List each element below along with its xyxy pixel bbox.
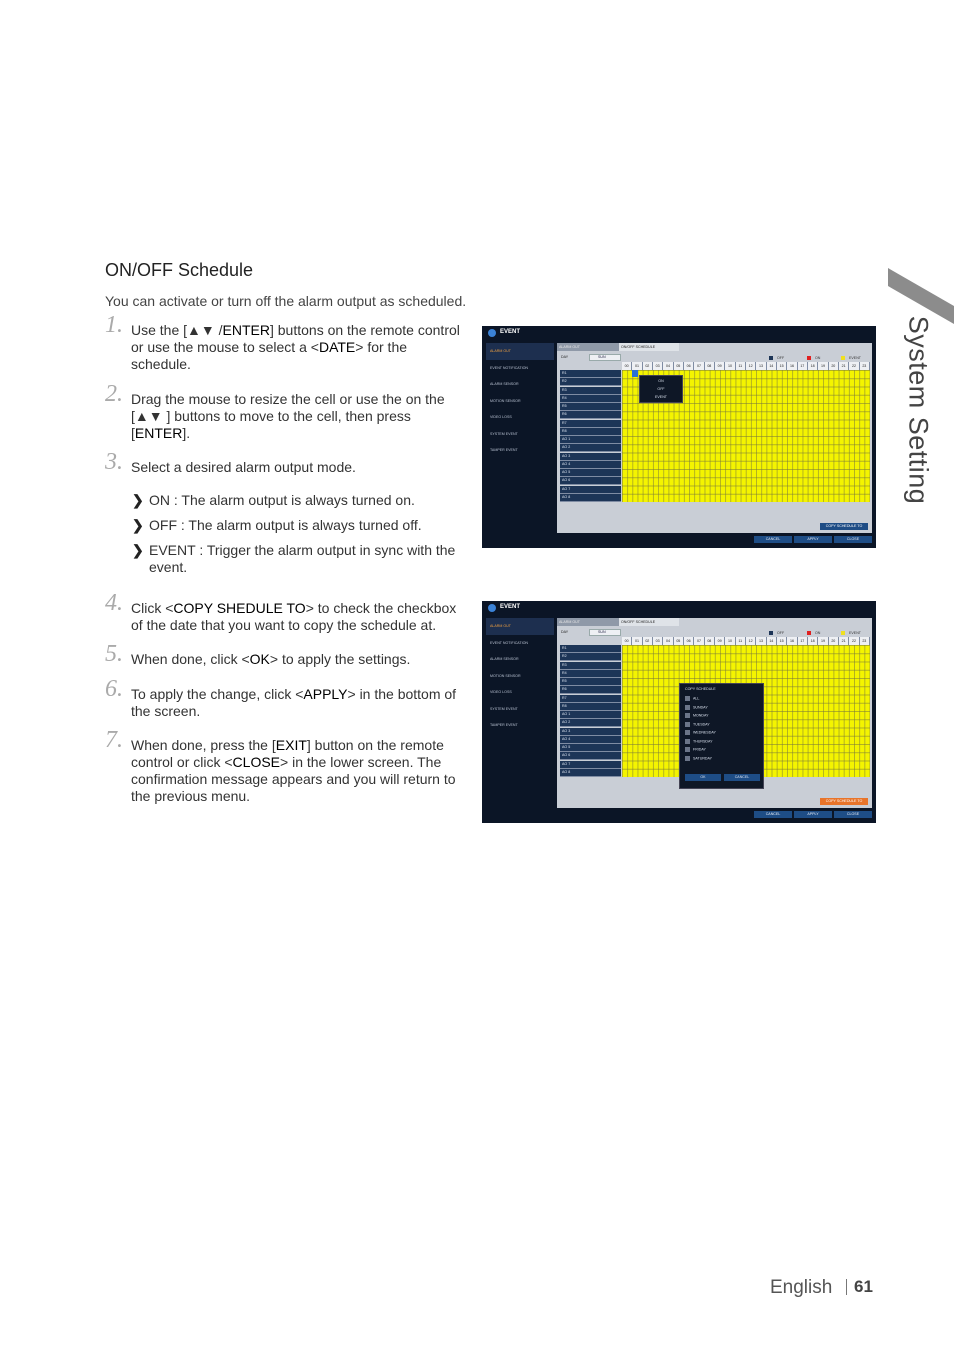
mode-bullet xyxy=(132,542,472,576)
ui-keyword: APPLY xyxy=(303,686,348,702)
ui-keyword: COPY SHEDULE TO xyxy=(173,600,306,616)
hour-header-cell: 08 xyxy=(705,362,715,370)
hour-header-cell: 15 xyxy=(777,637,787,645)
hour-header-cell: 14 xyxy=(767,362,777,370)
menu-item[interactable]: MOTION SENSOR xyxy=(490,673,521,678)
copy-day-label: SATURDAY xyxy=(693,755,713,760)
screen-title: EVENT xyxy=(500,329,521,335)
copy-day-label: MONDAY xyxy=(693,713,709,718)
page-number: 61 xyxy=(854,1277,873,1296)
output-row-label: AO 2 xyxy=(560,444,621,452)
legend-label: EVENT xyxy=(849,631,861,635)
output-row-label: R3 xyxy=(560,387,621,395)
step-text xyxy=(131,391,470,442)
step-text xyxy=(131,651,470,668)
hour-header-row xyxy=(622,637,870,645)
tab-onoff-schedule[interactable]: ON/OFF SCHEDULE xyxy=(619,618,679,626)
instruction-step xyxy=(105,449,470,476)
menu-item[interactable]: TAMPER EVENT xyxy=(490,723,518,727)
copy-popup-title: COPY SCHEDULE xyxy=(685,687,716,691)
mode-option[interactable]: OFF xyxy=(657,387,665,391)
legend-swatch xyxy=(841,356,845,360)
step-text-part: When done, click < xyxy=(131,651,250,667)
hour-header-cell: 16 xyxy=(787,637,797,645)
screenshot-copy-schedule xyxy=(482,601,876,823)
event-menu xyxy=(486,618,554,734)
step-text xyxy=(131,737,470,805)
step-number: 7. xyxy=(105,727,123,753)
copy-day-label: THURSDAY xyxy=(693,738,713,743)
instruction-step xyxy=(105,727,470,805)
hour-header-cell: 15 xyxy=(777,362,787,370)
copy-schedule-to-button[interactable]: COPY SCHEDULE TO xyxy=(820,523,868,530)
schedule-panel xyxy=(557,343,872,533)
footer-divider xyxy=(846,1279,847,1295)
copy-day-option[interactable] xyxy=(685,756,712,761)
legend-swatch xyxy=(807,631,811,635)
output-row-label: AO 1 xyxy=(560,436,621,444)
copy-day-label: WEDNESDAY xyxy=(693,730,716,735)
step-text xyxy=(131,322,470,373)
hour-header-cell: 08 xyxy=(705,637,715,645)
apply-button[interactable]: APPLY xyxy=(794,536,832,543)
copy-day-option[interactable] xyxy=(685,730,716,735)
hour-header-cell: 21 xyxy=(839,362,849,370)
menu-item[interactable]: ALARM SENSOR xyxy=(490,382,519,386)
output-row-label: R1 xyxy=(560,370,621,378)
menu-item[interactable]: MOTION SENSOR xyxy=(490,398,521,403)
copy-schedule-popup xyxy=(679,683,764,789)
hour-header-cell: 18 xyxy=(808,362,818,370)
menu-item[interactable]: SYSTEM EVENT xyxy=(490,706,518,711)
bullet-text: EVENT : Trigger the alarm output in sync with the event. xyxy=(149,542,456,575)
hour-header-cell: 14 xyxy=(767,637,777,645)
legend-label: EVENT xyxy=(849,356,861,360)
checkbox-icon[interactable] xyxy=(685,747,690,752)
step-text-part: Click < xyxy=(131,600,174,616)
step-text-part: Drag the mouse to resize the cell or use the on the [▲▼ ] buttons to move to the cell, then press [ xyxy=(131,391,445,441)
hour-header-cell: 00 xyxy=(622,637,632,645)
output-row-label: R7 xyxy=(560,695,621,703)
copy-day-option[interactable] xyxy=(685,722,710,727)
step-text-part: > to check the checkbox of the date that you want to copy the schedule at. xyxy=(131,600,457,633)
step-text-part: ] button on the remote control or click < xyxy=(131,737,444,770)
instruction-step xyxy=(105,381,470,442)
hour-header-cell: 17 xyxy=(798,362,808,370)
day-select[interactable]: SUN xyxy=(589,354,621,361)
hour-header-cell: 20 xyxy=(829,637,839,645)
menu-item[interactable]: EVENT NOTIFICATION xyxy=(490,640,529,645)
hour-header-cell: 22 xyxy=(849,637,859,645)
hour-header-cell: 09 xyxy=(715,362,725,370)
output-row-label: AO 1 xyxy=(560,711,621,719)
hour-header-cell: 13 xyxy=(756,637,766,645)
copy-day-option[interactable] xyxy=(685,747,706,752)
bottom-button-bar xyxy=(482,536,876,544)
instruction-step xyxy=(105,590,470,634)
copy-ok-button[interactable]: OK xyxy=(685,774,721,781)
hour-header-cell: 04 xyxy=(663,362,673,370)
copy-day-label: ALL xyxy=(693,696,700,701)
copy-day-label: SUNDAY xyxy=(693,704,708,709)
output-row-label: R3 xyxy=(560,662,621,670)
output-row-label: R8 xyxy=(560,703,621,711)
step-text-part: ]. xyxy=(182,425,191,441)
hour-header-cell: 01 xyxy=(632,362,642,370)
step-number: 6. xyxy=(105,676,123,702)
output-row-label: R5 xyxy=(560,678,621,686)
hour-header-cell: 19 xyxy=(818,362,828,370)
hour-header-cell: 04 xyxy=(663,637,673,645)
checkbox-icon[interactable] xyxy=(685,713,690,718)
bullet-text: ON : The alarm output is always turned on. xyxy=(149,492,415,508)
step-text-part: Use the [▲▼ / xyxy=(131,322,223,338)
legend-swatch xyxy=(769,631,773,635)
legend-label: OFF xyxy=(777,631,785,635)
step-text xyxy=(131,686,470,720)
output-row-label: R6 xyxy=(560,411,621,419)
output-row-label: AO 7 xyxy=(560,486,621,494)
output-row-label: AO 6 xyxy=(560,752,621,760)
cancel-button[interactable]: CANCEL xyxy=(754,811,792,818)
output-row-label: R8 xyxy=(560,428,621,436)
screen-header xyxy=(482,601,876,615)
footer-language: English xyxy=(770,1277,833,1298)
hour-header-cell: 02 xyxy=(643,637,653,645)
checkbox-icon[interactable] xyxy=(685,705,690,710)
legend-swatch xyxy=(807,356,811,360)
hour-header-row xyxy=(622,362,870,370)
hour-header-cell: 11 xyxy=(736,637,746,645)
day-select[interactable]: SUN xyxy=(589,629,621,636)
hour-header-cell: 02 xyxy=(643,362,653,370)
menu-item[interactable]: SYSTEM EVENT xyxy=(490,431,518,436)
screenshot-schedule-mode xyxy=(482,326,876,548)
checkbox-icon[interactable] xyxy=(685,696,690,701)
hour-header-cell: 20 xyxy=(829,362,839,370)
output-row-label: AO 5 xyxy=(560,744,621,752)
bullet-arrow-icon: ❯ xyxy=(132,492,144,508)
day-label: DAY xyxy=(561,355,569,359)
step-text-part: > to apply the settings. xyxy=(269,651,411,667)
hour-header-cell: 10 xyxy=(725,637,735,645)
hour-header-cell: 19 xyxy=(818,637,828,645)
close-button[interactable]: CLOSE xyxy=(834,536,872,543)
output-row-label: AO 5 xyxy=(560,469,621,477)
step-text-part: Select a desired alarm output mode. xyxy=(131,459,356,475)
ui-keyword: EXIT xyxy=(275,737,307,753)
output-row-label: R2 xyxy=(560,378,621,386)
output-row-label: R4 xyxy=(560,395,621,403)
menu-item[interactable]: ALARM OUT xyxy=(486,618,554,635)
checkbox-icon[interactable] xyxy=(685,730,690,735)
hour-header-cell: 16 xyxy=(787,362,797,370)
bullet-arrow-icon: ❯ xyxy=(132,542,144,558)
step-text xyxy=(131,600,470,634)
instruction-step xyxy=(105,312,470,373)
copy-day-option[interactable] xyxy=(685,739,713,744)
output-row-label: AO 8 xyxy=(560,494,621,502)
copy-day-label: FRIDAY xyxy=(693,747,706,752)
close-button[interactable]: CLOSE xyxy=(834,811,872,818)
hour-header-cell: 06 xyxy=(684,362,694,370)
output-row-label: AO 4 xyxy=(560,736,621,744)
output-row-label: AO 6 xyxy=(560,477,621,485)
menu-item[interactable]: VIDEO LOSS xyxy=(490,690,512,694)
schedule-grid xyxy=(560,362,870,510)
legend-swatch xyxy=(769,356,773,360)
screen-title: EVENT xyxy=(500,604,521,610)
instruction-step xyxy=(105,676,470,720)
step-text-part: When done, press the [ xyxy=(131,737,276,753)
hour-header-cell: 13 xyxy=(756,362,766,370)
hour-header-cell: 23 xyxy=(860,637,870,645)
output-row-label: AO 3 xyxy=(560,453,621,461)
output-row-label: AO 8 xyxy=(560,769,621,777)
hour-header-cell: 12 xyxy=(746,362,756,370)
copy-day-option[interactable] xyxy=(685,713,709,718)
step-number: 2. xyxy=(105,381,123,407)
side-chapter-title: System Setting xyxy=(903,315,934,505)
bullet-text: OFF : The alarm output is always turned off. xyxy=(149,517,422,533)
checkbox-icon[interactable] xyxy=(685,739,690,744)
legend-item xyxy=(769,356,784,360)
bottom-button-bar xyxy=(482,811,876,819)
legend-label: ON xyxy=(815,356,821,360)
instruction-step xyxy=(105,641,470,668)
ui-keyword: OK xyxy=(249,651,270,667)
legend-swatch xyxy=(841,631,845,635)
screen-header xyxy=(482,326,876,340)
menu-item[interactable]: ALARM OUT xyxy=(486,343,554,360)
step-number: 3. xyxy=(105,449,123,475)
legend-item xyxy=(841,356,861,360)
mode-bullet xyxy=(132,517,472,534)
output-row-label: R4 xyxy=(560,670,621,678)
step-number: 5. xyxy=(105,641,123,667)
legend-label: OFF xyxy=(777,356,785,360)
output-row-label: AO 4 xyxy=(560,461,621,469)
tab-alarm-out[interactable]: ALARM OUT xyxy=(557,343,619,351)
cell-cursor xyxy=(632,370,638,377)
apply-button[interactable]: APPLY xyxy=(794,811,832,818)
legend-item xyxy=(841,631,861,635)
hour-header-cell: 21 xyxy=(839,637,849,645)
section-title: ON/OFF Schedule xyxy=(105,260,254,280)
hour-header-cell: 22 xyxy=(849,362,859,370)
copy-day-option[interactable] xyxy=(685,696,699,701)
output-row-label: AO 2 xyxy=(560,719,621,727)
menu-item[interactable]: VIDEO LOSS xyxy=(490,415,512,419)
event-logo-icon xyxy=(488,604,496,612)
ui-keyword: ENTER xyxy=(134,425,183,441)
output-row-label: R1 xyxy=(560,645,621,653)
mode-option[interactable]: EVENT xyxy=(655,395,667,399)
output-row-label: R2 xyxy=(560,653,621,661)
hour-header-cell: 18 xyxy=(808,637,818,645)
step-text-part: ] buttons on the remote control or use the mouse to select a < xyxy=(131,322,460,355)
hour-header-cell: 11 xyxy=(736,362,746,370)
hour-header-cell: 06 xyxy=(684,637,694,645)
step-text-part: > in the lower screen. The confirmation message appears and you will return to the previous menu. xyxy=(131,754,456,804)
hour-header-cell: 05 xyxy=(674,362,684,370)
step-text-part: > for the schedule. xyxy=(131,339,408,372)
hour-header-cell: 05 xyxy=(674,637,684,645)
output-row-label: R5 xyxy=(560,403,621,411)
hour-header-cell: 17 xyxy=(798,637,808,645)
step-text-part: > in the bottom of the screen. xyxy=(131,686,457,719)
step-text xyxy=(131,459,470,476)
legend-label: ON xyxy=(815,631,821,635)
step-number: 1. xyxy=(105,312,123,338)
hour-header-cell: 07 xyxy=(694,637,704,645)
cancel-button[interactable]: CANCEL xyxy=(754,536,792,543)
hour-header-cell: 09 xyxy=(715,637,725,645)
checkbox-icon[interactable] xyxy=(685,722,690,727)
hour-header-cell: 01 xyxy=(632,637,642,645)
hour-header-cell: 03 xyxy=(653,637,663,645)
step-number: 4. xyxy=(105,590,123,616)
copy-cancel-button[interactable]: CANCEL xyxy=(724,774,760,781)
legend-item xyxy=(769,631,784,635)
mode-popup xyxy=(639,375,683,403)
tab-onoff-schedule[interactable]: ON/OFF SCHEDULE xyxy=(619,343,679,351)
legend-item xyxy=(807,631,820,635)
legend-item xyxy=(807,356,820,360)
output-row-label: AO 3 xyxy=(560,728,621,736)
intro-text: You can activate or turn off the alarm output as scheduled. xyxy=(105,293,467,309)
hour-header-cell: 07 xyxy=(694,362,704,370)
bullet-arrow-icon: ❯ xyxy=(132,517,144,533)
hour-header-cell: 23 xyxy=(860,362,870,370)
hour-header-cell: 12 xyxy=(746,637,756,645)
event-logo-icon xyxy=(488,329,496,337)
ui-keyword: DATE xyxy=(318,339,356,355)
menu-item[interactable]: TAMPER EVENT xyxy=(490,448,518,452)
tab-alarm-out[interactable]: ALARM OUT xyxy=(557,618,619,626)
output-row-label: R7 xyxy=(560,420,621,428)
ui-keyword: CLOSE xyxy=(232,754,281,770)
hour-header-cell: 00 xyxy=(622,362,632,370)
ui-keyword: ENTER xyxy=(222,322,270,338)
event-menu xyxy=(486,343,554,459)
menu-item[interactable]: EVENT NOTIFICATION xyxy=(490,365,529,370)
copy-schedule-to-button[interactable]: COPY SCHEDULE TO xyxy=(820,798,868,805)
output-row-label: AO 7 xyxy=(560,761,621,769)
output-row-label: R6 xyxy=(560,686,621,694)
copy-day-label: TUESDAY xyxy=(693,721,710,726)
copy-day-option[interactable] xyxy=(685,705,708,710)
menu-item[interactable]: ALARM SENSOR xyxy=(490,657,519,661)
mode-option[interactable]: ON xyxy=(658,379,664,383)
checkbox-icon[interactable] xyxy=(685,756,690,761)
hour-header-cell: 03 xyxy=(653,362,663,370)
hour-header-cell: 10 xyxy=(725,362,735,370)
day-label: DAY xyxy=(561,630,569,634)
step-text-part: To apply the change, click < xyxy=(131,686,304,702)
mode-bullet xyxy=(132,492,472,509)
